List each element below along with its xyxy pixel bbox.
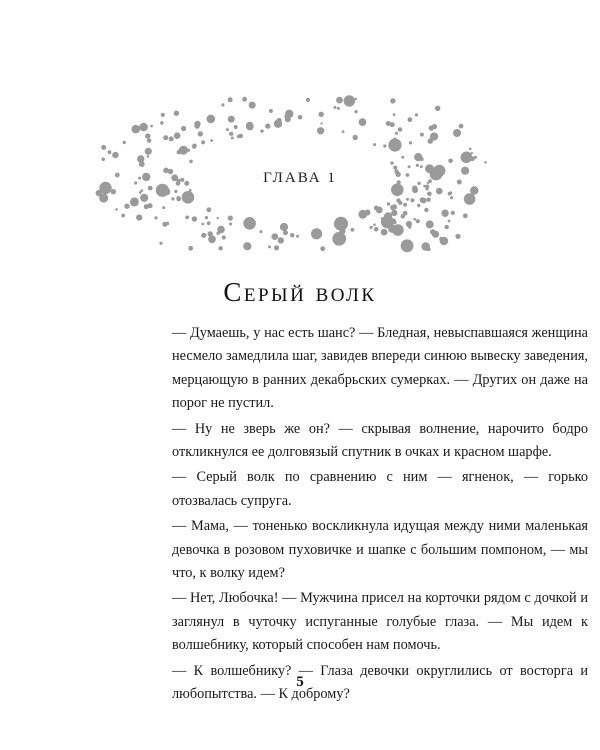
ornament-dot (428, 138, 433, 143)
ornament-dot (268, 245, 271, 248)
ornament-dot (140, 189, 143, 192)
ornament-dot (278, 237, 284, 243)
ornament-dot (171, 197, 174, 200)
ornament-dot (342, 130, 345, 133)
ornament-dot (383, 144, 386, 147)
ornament-dot (374, 227, 379, 232)
ornament-dot (409, 141, 412, 144)
ornament-dot (187, 216, 189, 218)
ornament-dot (132, 125, 141, 134)
ornament-dot (201, 233, 206, 238)
ornament-dot (424, 208, 428, 212)
ornament-dot (406, 198, 409, 201)
ornament-dot (414, 153, 422, 161)
paragraph: — К волшебнику? — Глаза девочки округлились от восторга и любопытства. — К доброму? (172, 662, 588, 703)
ornament-dot (406, 221, 412, 227)
ornament-dot (136, 214, 142, 220)
ornament-dot (174, 132, 181, 139)
ornament-dot (229, 223, 232, 226)
ornament-dot (445, 225, 449, 229)
ornament-dot (449, 191, 452, 194)
ornament-dot (370, 226, 373, 229)
ornament-dot (353, 135, 358, 140)
ornament-dot (260, 230, 263, 233)
ornament-dot (222, 235, 226, 239)
ornament-dot (179, 146, 188, 155)
ornament-dot (210, 139, 213, 142)
ornament-dot (290, 233, 294, 237)
ornament-dot (194, 121, 200, 127)
ornament-dot (187, 149, 190, 152)
ornament-dot (432, 231, 439, 238)
ornament-dot (162, 206, 165, 209)
ornament-dot (242, 97, 247, 102)
ornament-dot (298, 115, 303, 120)
ornament-dot (336, 97, 343, 104)
ornament-dot (249, 102, 256, 109)
ornament-dot (160, 121, 164, 125)
ornament-dot (401, 156, 404, 159)
ornament-dot (344, 95, 355, 106)
ornament-dot (231, 137, 234, 140)
ornament-dot (147, 155, 150, 158)
ornament-dot (455, 234, 460, 239)
ornament-dot (448, 159, 453, 164)
ornament-dot (388, 138, 401, 151)
ornament-dot (306, 98, 310, 102)
ornament-dot (280, 223, 288, 231)
ornament-dot (162, 222, 167, 227)
ornament-dot (188, 246, 193, 251)
ornament-dot (415, 113, 418, 116)
ornament-dot (332, 232, 346, 246)
ornament-dot (403, 203, 407, 207)
ornament-dot (453, 129, 461, 137)
ornament-dot (365, 210, 371, 216)
ornament-dot (140, 194, 148, 202)
ornament-dot (459, 124, 464, 129)
ornament-dot (207, 115, 216, 124)
ornament-dot (334, 106, 337, 109)
ornament-dot (208, 235, 216, 243)
ornament-dot (344, 221, 346, 223)
ornament-dot (448, 220, 451, 223)
ornament-dot (206, 207, 211, 212)
ornament-dot (420, 165, 423, 168)
ornament-dot (176, 197, 181, 202)
ornament-dot (192, 145, 196, 149)
ornament-dot (274, 120, 282, 128)
ornament-dot (393, 204, 396, 207)
paragraph: — Серый волк по сравнению с ним — ягненок, — горько отозвалась супруга. (172, 469, 588, 509)
ornament-dot (311, 228, 322, 239)
ornament-dot (319, 112, 324, 117)
ornament-dot (426, 198, 430, 202)
ornament-dot (412, 187, 418, 193)
ornament-dot (420, 197, 426, 203)
ornament-dot (269, 109, 273, 113)
ornament-dot (101, 158, 105, 162)
chapter-number: ГЛАВА 1 (263, 170, 337, 186)
ornament-dot (285, 116, 291, 122)
ornament-dot (216, 232, 219, 235)
ornament-dot (398, 127, 403, 132)
ornament-dot (198, 131, 203, 136)
dot-ring-ornament (0, 0, 600, 270)
ornament-dot (339, 228, 345, 234)
ornament-dot (296, 235, 299, 238)
ornament-dot (174, 111, 179, 116)
ornament-dot (464, 193, 476, 205)
paragraph: — Ну не зверь же он? — скрывая волнение, нарочито бодро откликнулся ее долговязый спутник в очках и красном шарфе. (172, 420, 588, 461)
paragraph: — Думаешь, у нас есть шанс? — Бледная, невыспавшаяся женщина несмело замедлила шаг, завидев впереди синюю вывеску заведения, мерцающую в ранних декабрьских сумерках. — Других он даже на порог не пустил. (172, 325, 588, 412)
ornament-dot (355, 110, 358, 113)
paragraph: — Нет, Любочка! — Мужчина присел на корточки рядом с дочкой и заглянул в чуточку испуганные голубые глаза. — Мы идем к волшебнику, который способен нам помочь. (172, 590, 588, 654)
ornament-dot (137, 155, 144, 162)
ornament-dot (246, 123, 254, 131)
ornament-dot (391, 210, 397, 216)
ornament-dot (373, 223, 376, 226)
ornament-dot (145, 148, 152, 155)
ornament-dot (470, 186, 478, 194)
ornament-dot (163, 135, 168, 140)
ornament-dot (441, 210, 448, 217)
ornament-dot (234, 125, 238, 129)
ornament-dot (218, 246, 222, 250)
ornament-dot (237, 135, 241, 139)
ornament-dot (260, 129, 263, 132)
ornament-dot (121, 214, 125, 218)
ornament-dot (408, 117, 413, 122)
ornament-dot (130, 197, 139, 206)
ornament-dot (243, 242, 251, 250)
ornament-dot (416, 164, 419, 167)
ornament-dot (154, 216, 157, 219)
ornament-dot (484, 161, 487, 164)
ornament-dot (440, 237, 449, 246)
ornament-dot (201, 223, 204, 226)
ornament-dot (401, 239, 414, 252)
ornament-dot (271, 233, 278, 240)
ornament-dot (392, 219, 396, 223)
ornament-dot (115, 208, 118, 211)
ornament-dot (420, 133, 424, 137)
ornament-dot (390, 161, 393, 164)
ornament-dot (413, 218, 416, 221)
ornament-dot (123, 141, 126, 144)
ornament-dot (182, 191, 195, 204)
ornament-dot (229, 132, 233, 136)
ornament-dot (376, 207, 383, 214)
ornament-dot (469, 148, 472, 151)
ornament-dot (161, 113, 165, 117)
ornament-dot (189, 160, 193, 164)
ornament-dot (401, 214, 405, 218)
chapter-title: Серый волк (223, 277, 377, 307)
ornament-dot (201, 140, 205, 144)
ornament-dot (139, 162, 144, 167)
ornament-dot (408, 165, 411, 168)
ornament-dot (426, 220, 434, 228)
ornament-dot (139, 123, 148, 132)
ornament-dot (112, 153, 116, 157)
ornament-dot (274, 245, 279, 250)
ornament-dot (159, 242, 162, 245)
ornament-dot (124, 204, 129, 209)
ornament-dot (390, 122, 395, 127)
ornament-dot (145, 133, 150, 138)
ornament-dot (410, 198, 414, 202)
ornament-dot (393, 113, 396, 116)
ornament-dot (427, 192, 432, 197)
ornament-dot (320, 246, 325, 251)
ornament-dot (243, 217, 256, 230)
ornament-dot (334, 222, 340, 228)
ornament-dot (192, 216, 197, 221)
ornament-dot (144, 204, 149, 209)
ornament-dot (205, 216, 208, 219)
ornament-dot (390, 98, 395, 103)
ornament-dot (432, 124, 437, 129)
paragraph: — Мама, — тоненько воскликнула идущая между ними маленькая девочка в розовом пуховичке и шапке с большим помпоном, — мы что, к волку идем? (172, 518, 588, 582)
ornament-dot (337, 107, 340, 110)
ornament-dot (381, 229, 388, 236)
ornament-dot (169, 136, 174, 141)
ornament-dot (320, 122, 322, 124)
ornament-dot (395, 132, 398, 135)
ornament-dot (226, 128, 229, 131)
ornament-dot (147, 138, 151, 142)
ornament-dot (436, 188, 443, 195)
page-number: 5 (296, 674, 304, 690)
ornament-dot (417, 204, 420, 207)
ornament-dot (217, 217, 219, 219)
ornament-dot (387, 202, 390, 205)
ornament-dot (150, 125, 153, 128)
ornament-dot (463, 213, 468, 218)
ornament-dot (265, 124, 270, 129)
ornament-dot (207, 221, 211, 225)
ornament-dot (228, 216, 233, 221)
ornament-dot (228, 116, 235, 123)
ornament-dot (450, 196, 453, 199)
chapter-body (172, 322, 588, 709)
ornament-dot (317, 127, 324, 134)
ornament-dot (421, 242, 430, 251)
ornament-dot (108, 150, 112, 154)
ornament-dot (351, 228, 355, 232)
ornament-dot (228, 97, 233, 102)
ornament-dot (189, 189, 192, 192)
ornament-dot (174, 190, 177, 193)
ornament-dot (470, 156, 475, 161)
ornament-dot (221, 103, 224, 106)
ornament-dot (359, 118, 367, 126)
ornament-dot (435, 106, 440, 111)
ornament-dot (451, 211, 455, 215)
ornament-dot (396, 198, 400, 202)
ornament-dot (416, 219, 420, 223)
ornament-dot (181, 126, 186, 131)
ornament-dot (373, 143, 376, 146)
ornament-dot (101, 145, 106, 150)
